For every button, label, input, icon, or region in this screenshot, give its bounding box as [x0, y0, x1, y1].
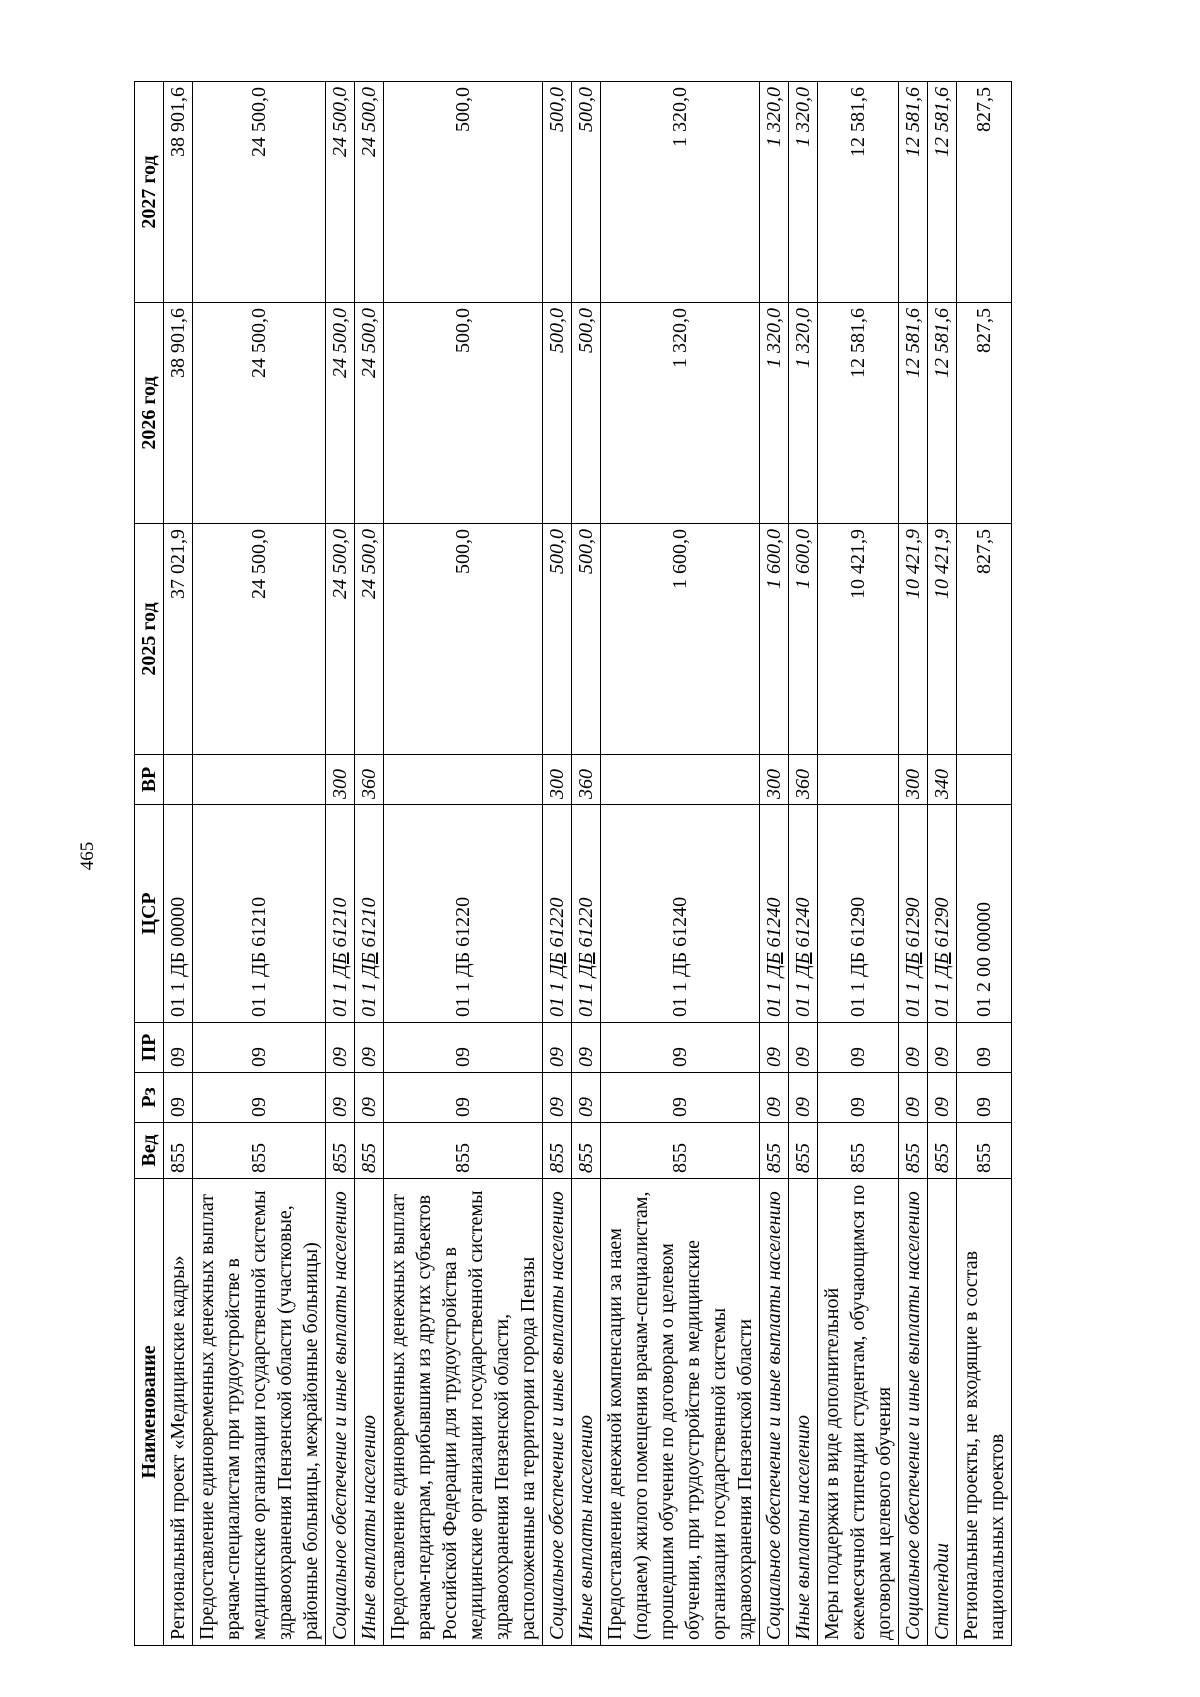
cell-2026: 24 500,0 — [326, 303, 355, 524]
cell-pr: 09 — [572, 1023, 601, 1073]
cell-rz: 09 — [928, 1073, 957, 1123]
cell-2025: 10 421,9 — [928, 524, 957, 755]
cell-name: Социальное обеспечение и иные выплаты населению — [760, 1179, 789, 1646]
cell-2027: 1 320,0 — [760, 82, 789, 303]
cell-2026: 500,0 — [543, 303, 572, 524]
cell-name: Региональный проект «Медицинские кадры» — [164, 1179, 193, 1646]
cell-vr: 360 — [572, 755, 601, 805]
cell-2026: 24 500,0 — [193, 303, 326, 524]
cell-ved: 855 — [326, 1123, 355, 1179]
header-vr: ВР — [135, 755, 164, 805]
table-row — [543, 82, 572, 1646]
cell-2026: 38 901,6 — [164, 303, 193, 524]
cell-name: Меры поддержки в виде дополнительной ежемесячной стипендии студентам, обучающимся по договорам целевого обучения — [818, 1179, 899, 1646]
header-2026: 2026 год — [135, 303, 164, 524]
table-row — [164, 82, 193, 1646]
cell-rz: 09 — [572, 1073, 601, 1123]
cell-2025: 24 500,0 — [326, 524, 355, 755]
cell-2027: 1 320,0 — [601, 82, 760, 303]
cell-2025: 1 600,0 — [789, 524, 818, 755]
header-rz: Рз — [135, 1073, 164, 1123]
cell-csr: 01 1 ДБ 61210 — [193, 805, 326, 1023]
cell-2025: 500,0 — [572, 524, 601, 755]
cell-rz: 09 — [543, 1073, 572, 1123]
cell-2026: 1 320,0 — [789, 303, 818, 524]
cell-name: Иные выплаты населению — [355, 1179, 384, 1646]
cell-2025: 500,0 — [384, 524, 543, 755]
budget-table-container — [134, 82, 1054, 1646]
cell-csr: 01 1 ДБ 61290 — [899, 805, 928, 1023]
cell-2025: 10 421,9 — [818, 524, 899, 755]
cell-rz: 09 — [899, 1073, 928, 1123]
header-2025: 2025 год — [135, 524, 164, 755]
cell-2027: 500,0 — [384, 82, 543, 303]
cell-2025: 500,0 — [543, 524, 572, 755]
header-csr: ЦСР — [135, 805, 164, 1023]
cell-rz: 09 — [193, 1073, 326, 1123]
cell-ved: 855 — [384, 1123, 543, 1179]
table-row — [957, 82, 1012, 1646]
cell-csr: 01 1 ДБ 61210 — [355, 805, 384, 1023]
cell-2025: 37 021,9 — [164, 524, 193, 755]
cell-2027: 1 320,0 — [789, 82, 818, 303]
cell-pr: 09 — [760, 1023, 789, 1073]
cell-name: Предоставление денежной компенсации за наем (поднаем) жилого помещения врачам-специалистам, прошедшим обучение по договорам о целевом обучении, при трудоустройстве в медицинские организации государственной системы здравоохранения Пензенской области — [601, 1179, 760, 1646]
cell-2027: 24 500,0 — [355, 82, 384, 303]
cell-vr: 360 — [789, 755, 818, 805]
cell-csr: 01 1 ДБ 61210 — [326, 805, 355, 1023]
table-row — [601, 82, 760, 1646]
cell-2025: 10 421,9 — [899, 524, 928, 755]
cell-vr: 300 — [543, 755, 572, 805]
cell-2025: 827,5 — [957, 524, 1012, 755]
cell-2025: 1 600,0 — [601, 524, 760, 755]
cell-csr: 01 1 ДБ 61240 — [760, 805, 789, 1023]
cell-name: Стипендии — [928, 1179, 957, 1646]
cell-vr — [957, 755, 1012, 805]
cell-2027: 500,0 — [543, 82, 572, 303]
cell-ved: 855 — [789, 1123, 818, 1179]
cell-vr — [601, 755, 760, 805]
cell-2026: 1 320,0 — [760, 303, 789, 524]
cell-pr: 09 — [384, 1023, 543, 1073]
cell-2027: 827,5 — [957, 82, 1012, 303]
cell-pr: 09 — [789, 1023, 818, 1073]
cell-ved: 855 — [818, 1123, 899, 1179]
cell-vr: 300 — [899, 755, 928, 805]
cell-vr: 300 — [760, 755, 789, 805]
cell-2027: 500,0 — [572, 82, 601, 303]
cell-csr: 01 1 ДБ 61220 — [572, 805, 601, 1023]
cell-name: Социальное обеспечение и иные выплаты населению — [899, 1179, 928, 1646]
table-row — [355, 82, 384, 1646]
cell-2026: 24 500,0 — [355, 303, 384, 524]
cell-2026: 1 320,0 — [601, 303, 760, 524]
cell-ved: 855 — [760, 1123, 789, 1179]
table-row — [193, 82, 326, 1646]
table-row — [760, 82, 789, 1646]
cell-name: Социальное обеспечение и иные выплаты населению — [543, 1179, 572, 1646]
cell-vr: 360 — [355, 755, 384, 805]
table-row — [384, 82, 543, 1646]
cell-csr: 01 1 ДБ 61290 — [928, 805, 957, 1023]
cell-rz: 09 — [957, 1073, 1012, 1123]
cell-ved: 855 — [601, 1123, 760, 1179]
cell-ved: 855 — [164, 1123, 193, 1179]
cell-2027: 12 581,6 — [899, 82, 928, 303]
cell-2027: 38 901,6 — [164, 82, 193, 303]
cell-vr — [818, 755, 899, 805]
cell-2027: 12 581,6 — [818, 82, 899, 303]
header-name: Наименование — [135, 1179, 164, 1646]
cell-pr: 09 — [818, 1023, 899, 1073]
cell-2025: 24 500,0 — [355, 524, 384, 755]
cell-pr: 09 — [957, 1023, 1012, 1073]
cell-name: Иные выплаты населению — [572, 1179, 601, 1646]
cell-rz: 09 — [164, 1073, 193, 1123]
cell-rz: 09 — [818, 1073, 899, 1123]
cell-ved: 855 — [928, 1123, 957, 1179]
cell-pr: 09 — [193, 1023, 326, 1073]
header-row — [135, 82, 164, 1646]
cell-pr: 09 — [601, 1023, 760, 1073]
cell-rz: 09 — [384, 1073, 543, 1123]
cell-ved: 855 — [572, 1123, 601, 1179]
cell-2026: 827,5 — [957, 303, 1012, 524]
cell-csr: 01 2 00 00000 — [957, 805, 1012, 1023]
cell-2026: 500,0 — [572, 303, 601, 524]
budget-table — [134, 81, 1012, 1646]
cell-ved: 855 — [543, 1123, 572, 1179]
cell-2027: 12 581,6 — [928, 82, 957, 303]
table-row — [326, 82, 355, 1646]
cell-ved: 855 — [193, 1123, 326, 1179]
cell-rz: 09 — [760, 1073, 789, 1123]
cell-2026: 12 581,6 — [899, 303, 928, 524]
cell-pr: 09 — [928, 1023, 957, 1073]
cell-name: Предоставление единовременных денежных выплат врачам-специалистам при трудоустройстве в медицинские организации государственной системы здравоохранения Пензенской области (участковые, районные больницы, межрайонные больницы) — [193, 1179, 326, 1646]
table-row — [899, 82, 928, 1646]
cell-2026: 12 581,6 — [818, 303, 899, 524]
cell-vr — [193, 755, 326, 805]
page-number: 465 — [77, 841, 98, 871]
cell-rz: 09 — [326, 1073, 355, 1123]
cell-pr: 09 — [899, 1023, 928, 1073]
cell-name: Социальное обеспечение и иные выплаты населению — [326, 1179, 355, 1646]
cell-2025: 24 500,0 — [193, 524, 326, 755]
cell-vr: 300 — [326, 755, 355, 805]
cell-pr: 09 — [543, 1023, 572, 1073]
cell-csr: 01 1 ДБ 61220 — [543, 805, 572, 1023]
cell-pr: 09 — [355, 1023, 384, 1073]
cell-2026: 12 581,6 — [928, 303, 957, 524]
cell-csr: 01 1 ДБ 61240 — [601, 805, 760, 1023]
cell-csr: 01 1 ДБ 00000 — [164, 805, 193, 1023]
cell-name: Предоставление единовременных денежных выплат врачам-педиатрам, прибывшим из других субъектов Российской Федерации для трудоустройства в медицинские организации государственной системы здравоохранения Пензенской области, расположенные на территории города Пензы — [384, 1179, 543, 1646]
header-ved: Вед — [135, 1123, 164, 1179]
cell-name: Региональные проекты, не входящие в состав национальных проектов — [957, 1179, 1012, 1646]
cell-vr — [164, 755, 193, 805]
table-row — [572, 82, 601, 1646]
cell-pr: 09 — [326, 1023, 355, 1073]
cell-ved: 855 — [957, 1123, 1012, 1179]
cell-2027: 24 500,0 — [326, 82, 355, 303]
cell-name: Иные выплаты населению — [789, 1179, 818, 1646]
table-row — [928, 82, 957, 1646]
cell-2027: 24 500,0 — [193, 82, 326, 303]
cell-csr: 01 1 ДБ 61240 — [789, 805, 818, 1023]
cell-csr: 01 1 ДБ 61290 — [818, 805, 899, 1023]
cell-ved: 855 — [355, 1123, 384, 1179]
cell-rz: 09 — [789, 1073, 818, 1123]
cell-ved: 855 — [899, 1123, 928, 1179]
table-row — [818, 82, 899, 1646]
table-row — [789, 82, 818, 1646]
cell-rz: 09 — [601, 1073, 760, 1123]
cell-csr: 01 1 ДБ 61220 — [384, 805, 543, 1023]
cell-2026: 500,0 — [384, 303, 543, 524]
cell-vr — [384, 755, 543, 805]
cell-2025: 1 600,0 — [760, 524, 789, 755]
cell-vr: 340 — [928, 755, 957, 805]
header-pr: ПР — [135, 1023, 164, 1073]
cell-pr: 09 — [164, 1023, 193, 1073]
header-2027: 2027 год — [135, 82, 164, 303]
cell-rz: 09 — [355, 1073, 384, 1123]
